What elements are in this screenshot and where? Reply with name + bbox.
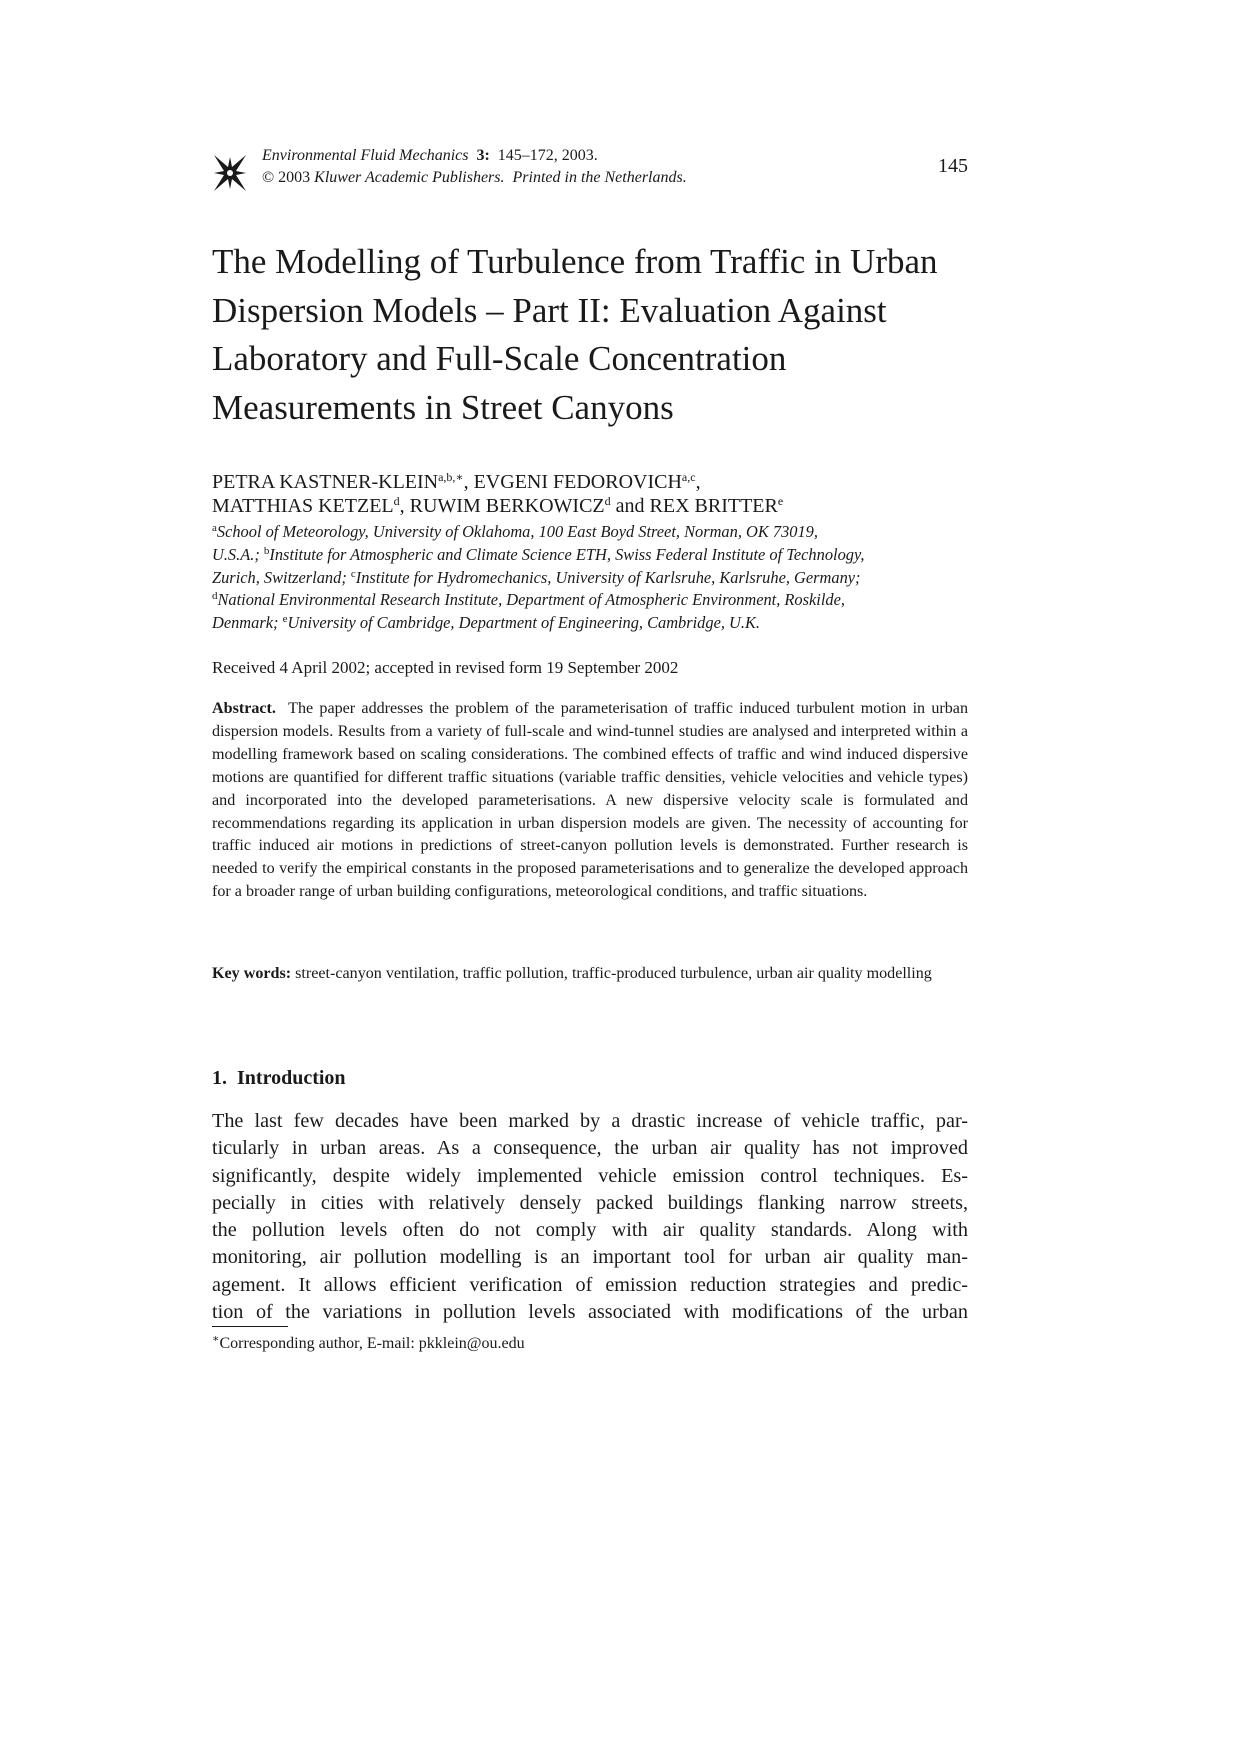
page-number: 145 (938, 155, 968, 177)
footnote-text: Corresponding author, E-mail: pkklein@ou.edu (219, 1335, 525, 1352)
affiliation-line (212, 567, 968, 590)
copyright-year: 2003 (278, 169, 311, 186)
body-line: monitoring, air pollution modelling is an important tool for urban air quality man- (212, 1246, 968, 1269)
affiliation-mark: c (350, 567, 356, 580)
section-heading (212, 1067, 346, 1090)
affiliation-text: Zurich, Switzerland; (212, 567, 347, 587)
affiliation-mark: a (212, 522, 217, 534)
title-line: Dispersion Models – Part II: Evaluation Against (212, 290, 887, 330)
title-line: Measurements in Street Canyons (212, 387, 674, 427)
body-line: the pollution levels often do not comply with air quality standards. Along with (212, 1219, 968, 1242)
author-affiliation-mark: a,b,∗ (438, 470, 464, 484)
footnote-mark: ∗ (212, 1333, 220, 1345)
abstract (212, 698, 968, 904)
abstract-text: The paper addresses the problem of the parameterisation of traffic induced turbulent motion in urban dispersion models. Results from a variety of full-scale and wind-tunnel studies are analysed and interpreted within a modelling framework based on scaling considerations. The combined effects of traffic and wind induced dispersive motions are quantified for different traffic situations (variable traffic densities, vehicle velocities and vehicle types) and incorporated into the developed parameterisations. A new dispersive velocity scale is formulated and recommendations regarding its application in urban dispersion models are given. The necessity of accounting for traffic induced air motions in predictions of street-canyon pollution levels is demonstrated. Further research is needed to verify the empirical constants in the proposed parameterisations and to generalize the developed approach for a broader range of urban building configurations, meteorological conditions, and traffic situations. (212, 700, 968, 901)
author-name: REX BRITTER (649, 495, 778, 517)
affiliation-line (212, 612, 968, 635)
affiliations (212, 521, 968, 635)
affiliation-text: University of Cambridge, Department of Engineering, Cambridge, U.K. (287, 613, 761, 633)
author-conjunction: and (615, 495, 645, 517)
footnote-rule (212, 1326, 288, 1327)
affiliation-mark: e (282, 613, 288, 626)
affiliation-line (212, 589, 968, 612)
journal-header (212, 145, 968, 195)
journal-name: Environmental Fluid Mechanics (262, 147, 469, 164)
journal-line-1 (262, 145, 687, 167)
affiliation-text: Institute for Hydromechanics, University of Karlsruhe, Karlsruhe, Germany; (355, 567, 861, 587)
title-line: The Modelling of Turbulence from Traffic in Urban (212, 242, 938, 281)
journal-volume: 3: (476, 147, 490, 164)
author-line-1: PETRA KASTNER-$KLEIN^{a,b,∗}$, EVGENI FEDOROVICH$^{a,c}$, (212, 470, 701, 493)
keywords-text: street-canyon ventilation, traffic pollution, traffic-produced turbulence, urban air quality modelling (295, 965, 932, 982)
journal-citation (262, 145, 687, 189)
journal-pages-year: 145–172, 2003. (497, 147, 598, 164)
received-dates: Received 4 April 2002; accepted in revised form 19 September 2002 (212, 658, 679, 677)
author-affiliation-mark: d (393, 494, 400, 508)
title-line: Laboratory and Full-Scale Concentration (212, 339, 787, 378)
body-line: agement. It allows efficient verification of emission reduction strategies and predic- (212, 1273, 968, 1296)
affiliation-text: School of Meteorology, University of Oklahoma, 100 East Boyd Street, Norman, OK 73019, (216, 522, 818, 541)
section-title: Introduction (237, 1067, 346, 1089)
author-name: MATTHIAS KETZEL (212, 495, 394, 517)
body-line: pecially in cities with relatively densely packed buildings flanking narrow streets, (212, 1191, 968, 1214)
affiliation-mark: d (212, 590, 218, 603)
copyright-symbol: © (262, 169, 275, 186)
author-line-2: MATTHIAS KETZEL$^d$, RUWIM BERKOWICZ$^d$ and REX BRITTER$^e$ (212, 494, 784, 517)
affiliation-text: Institute for Atmospheric and Climate Science ETH, Swiss Federal Institute of Technology, (269, 544, 865, 564)
paper-title (212, 238, 968, 432)
affiliation-text: National Environmental Research Institute, Department of Atmospheric Environment, Roskilde, (217, 590, 845, 610)
body-line: The last few decades have been marked by a drastic increase of vehicle traffic, par- (212, 1110, 968, 1132)
footnote (212, 1335, 525, 1353)
body-line: significantly, despite widely implemented vehicle emission control techniques. Es- (212, 1164, 968, 1187)
keywords (212, 962, 968, 985)
journal-line-2 (262, 167, 687, 189)
section-number: 1. (212, 1067, 227, 1089)
author-affiliation-mark: d (604, 494, 611, 508)
author-name: PETRA KASTNER-KLEIN (212, 471, 439, 493)
publisher-name: Kluwer Academic Publishers. (314, 169, 505, 186)
body-text (212, 1108, 968, 1326)
affiliation-line (212, 544, 968, 567)
publisher-logo-icon (212, 153, 248, 193)
affiliation-mark: b (263, 544, 270, 557)
affiliation-text: Denmark; (212, 613, 279, 633)
affiliation-line (212, 521, 968, 544)
affiliation-text: U.S.A.; (212, 544, 260, 564)
author-name: EVGENI FEDOROVICH (473, 471, 682, 493)
author-affiliation-mark: e (777, 494, 784, 508)
author-name: RUWIM BERKOWICZ (409, 495, 605, 517)
abstract-label: Abstract. (212, 700, 276, 717)
author-affiliation-mark: a,c (681, 470, 696, 484)
keywords-label: Key words: (212, 965, 292, 982)
body-line: ticularly in urban areas. As a consequence, the urban air quality has not improved (212, 1137, 968, 1160)
printed-location: Printed in the Netherlands. (512, 169, 687, 186)
body-line: tion of the variations in pollution levels associated with modifications of the urban (212, 1301, 968, 1324)
author-list (212, 470, 968, 518)
